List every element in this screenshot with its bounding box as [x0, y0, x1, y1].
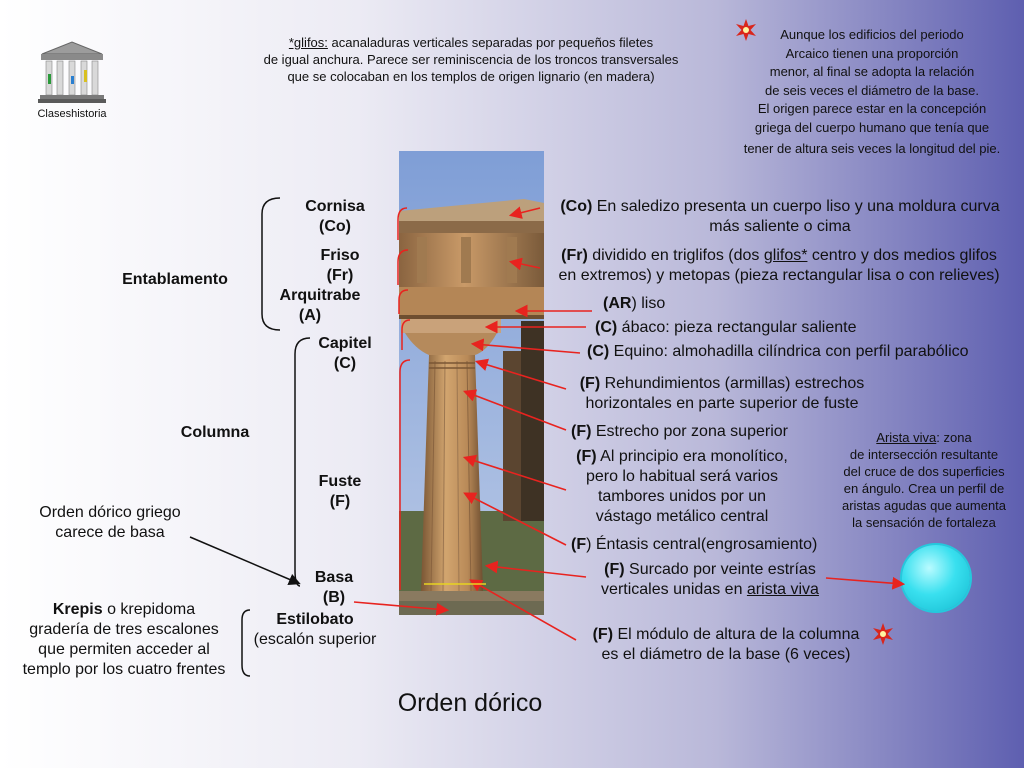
- desc-armillas: [562, 374, 882, 414]
- desc-abaco-abbr: (C): [595, 319, 618, 336]
- arista-term: Arista viva: [876, 430, 937, 445]
- no-base-line1: Orden dórico griego: [39, 504, 181, 521]
- desc-modulo: [576, 625, 876, 665]
- arquitrabe-text: Arquitrabe: [279, 287, 361, 304]
- proportion-line: El origen parece estar en la concepción: [757, 101, 987, 116]
- fuste-text: Fuste: [318, 473, 362, 490]
- desc-estrias-arista: arista viva: [746, 581, 819, 598]
- doric-temple-photo: [399, 151, 544, 615]
- desc-cornisa-abbr: (Co): [560, 198, 593, 215]
- estilobato-sub: (escalón superior: [253, 631, 377, 648]
- temple-logo: [38, 40, 106, 104]
- columna-bracket: [295, 338, 310, 586]
- columna-label: Columna: [180, 424, 250, 441]
- glifos-line3: que se colocaban en los templos de origen lignario (en madera): [287, 69, 655, 84]
- desc-entasis: [571, 535, 817, 555]
- desc-equino-abbr: (C): [587, 343, 610, 360]
- friso-label: [300, 246, 380, 286]
- glifos-line1: acanaladuras verticales separadas por pequeños filetes: [327, 35, 654, 50]
- desc-abaco: [595, 318, 856, 338]
- desc-entasis-text: ) Éntasis central(engrosamiento): [586, 536, 818, 553]
- desc-equino: [587, 342, 969, 362]
- temple-icon: [38, 40, 106, 104]
- desc-arquitrabe: [603, 294, 665, 314]
- proportion-line: Aunque los edificios del periodo: [780, 27, 964, 42]
- desc-entasis-abbr: (F: [571, 536, 587, 553]
- proportion-line: griega del cuerpo humano que tenía que: [754, 119, 990, 135]
- desc-estrecho-abbr: (F): [571, 423, 592, 440]
- estilobato-label: [240, 610, 390, 650]
- capitel-label: [300, 334, 390, 374]
- desc-friso-abbr: (Fr): [561, 247, 588, 264]
- desc-armillas-text2: horizontales en parte superior de fuste: [585, 395, 859, 412]
- capitel-abbr: (C): [333, 355, 357, 372]
- page-title: Orden dórico: [397, 689, 543, 717]
- arquitrabe-abbr: (A): [298, 307, 322, 324]
- desc-friso-text1a: dividido en triglifos (dos: [587, 247, 764, 264]
- glifos-term: *glifos:: [288, 35, 328, 50]
- desc-cornisa: [540, 197, 1020, 237]
- desc-friso-text2: en extremos) y metopas (pieza rectangular lisa o con relieves): [558, 267, 1000, 284]
- arista-line1: : zona: [936, 430, 972, 445]
- desc-estrias-abbr: (F): [604, 561, 625, 578]
- star-icon: [735, 19, 757, 41]
- desc-monolitico: [562, 447, 802, 527]
- no-base-arrow: [190, 537, 298, 583]
- basa-abbr: (B): [322, 589, 346, 606]
- glifos-note: [236, 34, 706, 85]
- desc-cornisa-text2: más saliente o cima: [709, 218, 851, 235]
- cornisa-text: Cornisa: [305, 198, 365, 215]
- desc-abaco-text: ábaco: pieza rectangular saliente: [617, 319, 857, 336]
- desc-modulo-abbr: (F): [592, 626, 614, 643]
- arista-note: [826, 429, 1022, 531]
- desc-monolitico-text4: vástago metálico central: [595, 508, 769, 525]
- desc-arquitrabe-text: ) liso: [631, 295, 666, 312]
- arista-line4: en ángulo. Crea un perfil de: [843, 481, 1005, 496]
- krepis-line1: o krepidoma: [102, 601, 196, 618]
- arista-line2: de intersección resultante: [849, 447, 999, 462]
- logo-caption: Claseshistoria: [37, 108, 107, 120]
- arista-line3: del cruce de dos superficies: [843, 464, 1005, 479]
- star-icon: [872, 623, 894, 645]
- krepis-line2: gradería de tres escalones: [29, 621, 219, 638]
- arista-line5: aristas agudas que aumenta: [841, 498, 1007, 513]
- desc-monolitico-abbr: (F): [576, 448, 597, 465]
- proportion-line: Arcaico tienen una proporción: [785, 45, 959, 61]
- desc-monolitico-text1: Al principio era monolítico,: [596, 448, 788, 465]
- krepis-line3: que permiten acceder al: [38, 641, 210, 658]
- proportion-line: menor, al final se adopta la relación: [769, 64, 975, 79]
- fluted-sphere-icon: [902, 545, 970, 611]
- basa-label: [294, 568, 374, 608]
- desc-equino-text: Equino: almohadilla cilíndrica con perfil parabólico: [609, 343, 969, 360]
- basa-text: Basa: [314, 569, 354, 586]
- proportion-note: [722, 26, 1022, 159]
- krepis-line4: templo por los cuatro frentes: [22, 661, 226, 678]
- desc-modulo-text1: El módulo de altura de la columna: [613, 626, 860, 643]
- estilobato-text: Estilobato: [276, 611, 354, 628]
- desc-friso-text1b: centro y dos medios glifos: [807, 247, 997, 264]
- desc-estrias: [580, 560, 840, 600]
- friso-text: Friso: [320, 247, 360, 264]
- fuste-abbr: (F): [329, 493, 351, 510]
- fuste-label: [300, 472, 380, 512]
- capitel-text: Capitel: [318, 335, 372, 352]
- arista-line6: la sensación de fortaleza: [852, 515, 996, 530]
- desc-estrecho: [571, 422, 788, 442]
- entablamento-label: Entablamento: [122, 271, 228, 288]
- desc-friso-glifos: glifos*: [763, 247, 808, 264]
- friso-abbr: (Fr): [326, 267, 354, 284]
- desc-arquitrabe-abbr: (AR: [603, 295, 632, 312]
- desc-armillas-text1: Rehundimientos (armillas) estrechos: [600, 375, 865, 392]
- arquitrabe-label: [265, 286, 375, 326]
- desc-estrias-text1: Surcado por veinte estrías: [624, 561, 816, 578]
- krepis-note: [4, 600, 244, 680]
- desc-monolitico-text3: tambores unidos por un: [597, 488, 767, 505]
- desc-estrias-text2a: verticales unidas en: [601, 581, 747, 598]
- proportion-line: de seis veces el diámetro de la base.: [765, 82, 979, 98]
- desc-armillas-abbr: (F): [579, 375, 601, 392]
- cornisa-abbr: (Co): [319, 218, 351, 235]
- desc-cornisa-text1: En saledizo presenta un cuerpo liso y una moldura curva: [592, 198, 1000, 215]
- no-base-note: [30, 503, 190, 543]
- proportion-line: tener de altura seis veces la longitud del pie.: [743, 141, 1001, 156]
- desc-friso: [536, 246, 1022, 286]
- glifos-line2: de igual anchura. Parece ser reminiscencia de los troncos transversales: [263, 52, 679, 67]
- cornisa-label: [290, 197, 380, 237]
- desc-modulo-text2: es el diámetro de la base (6 veces): [601, 646, 851, 663]
- krepis-term: Krepis: [52, 601, 103, 618]
- desc-estrecho-text: Estrecho por zona superior: [591, 423, 788, 440]
- desc-monolitico-text2: pero lo habitual será varios: [585, 468, 779, 485]
- no-base-line2: carece de basa: [55, 524, 165, 541]
